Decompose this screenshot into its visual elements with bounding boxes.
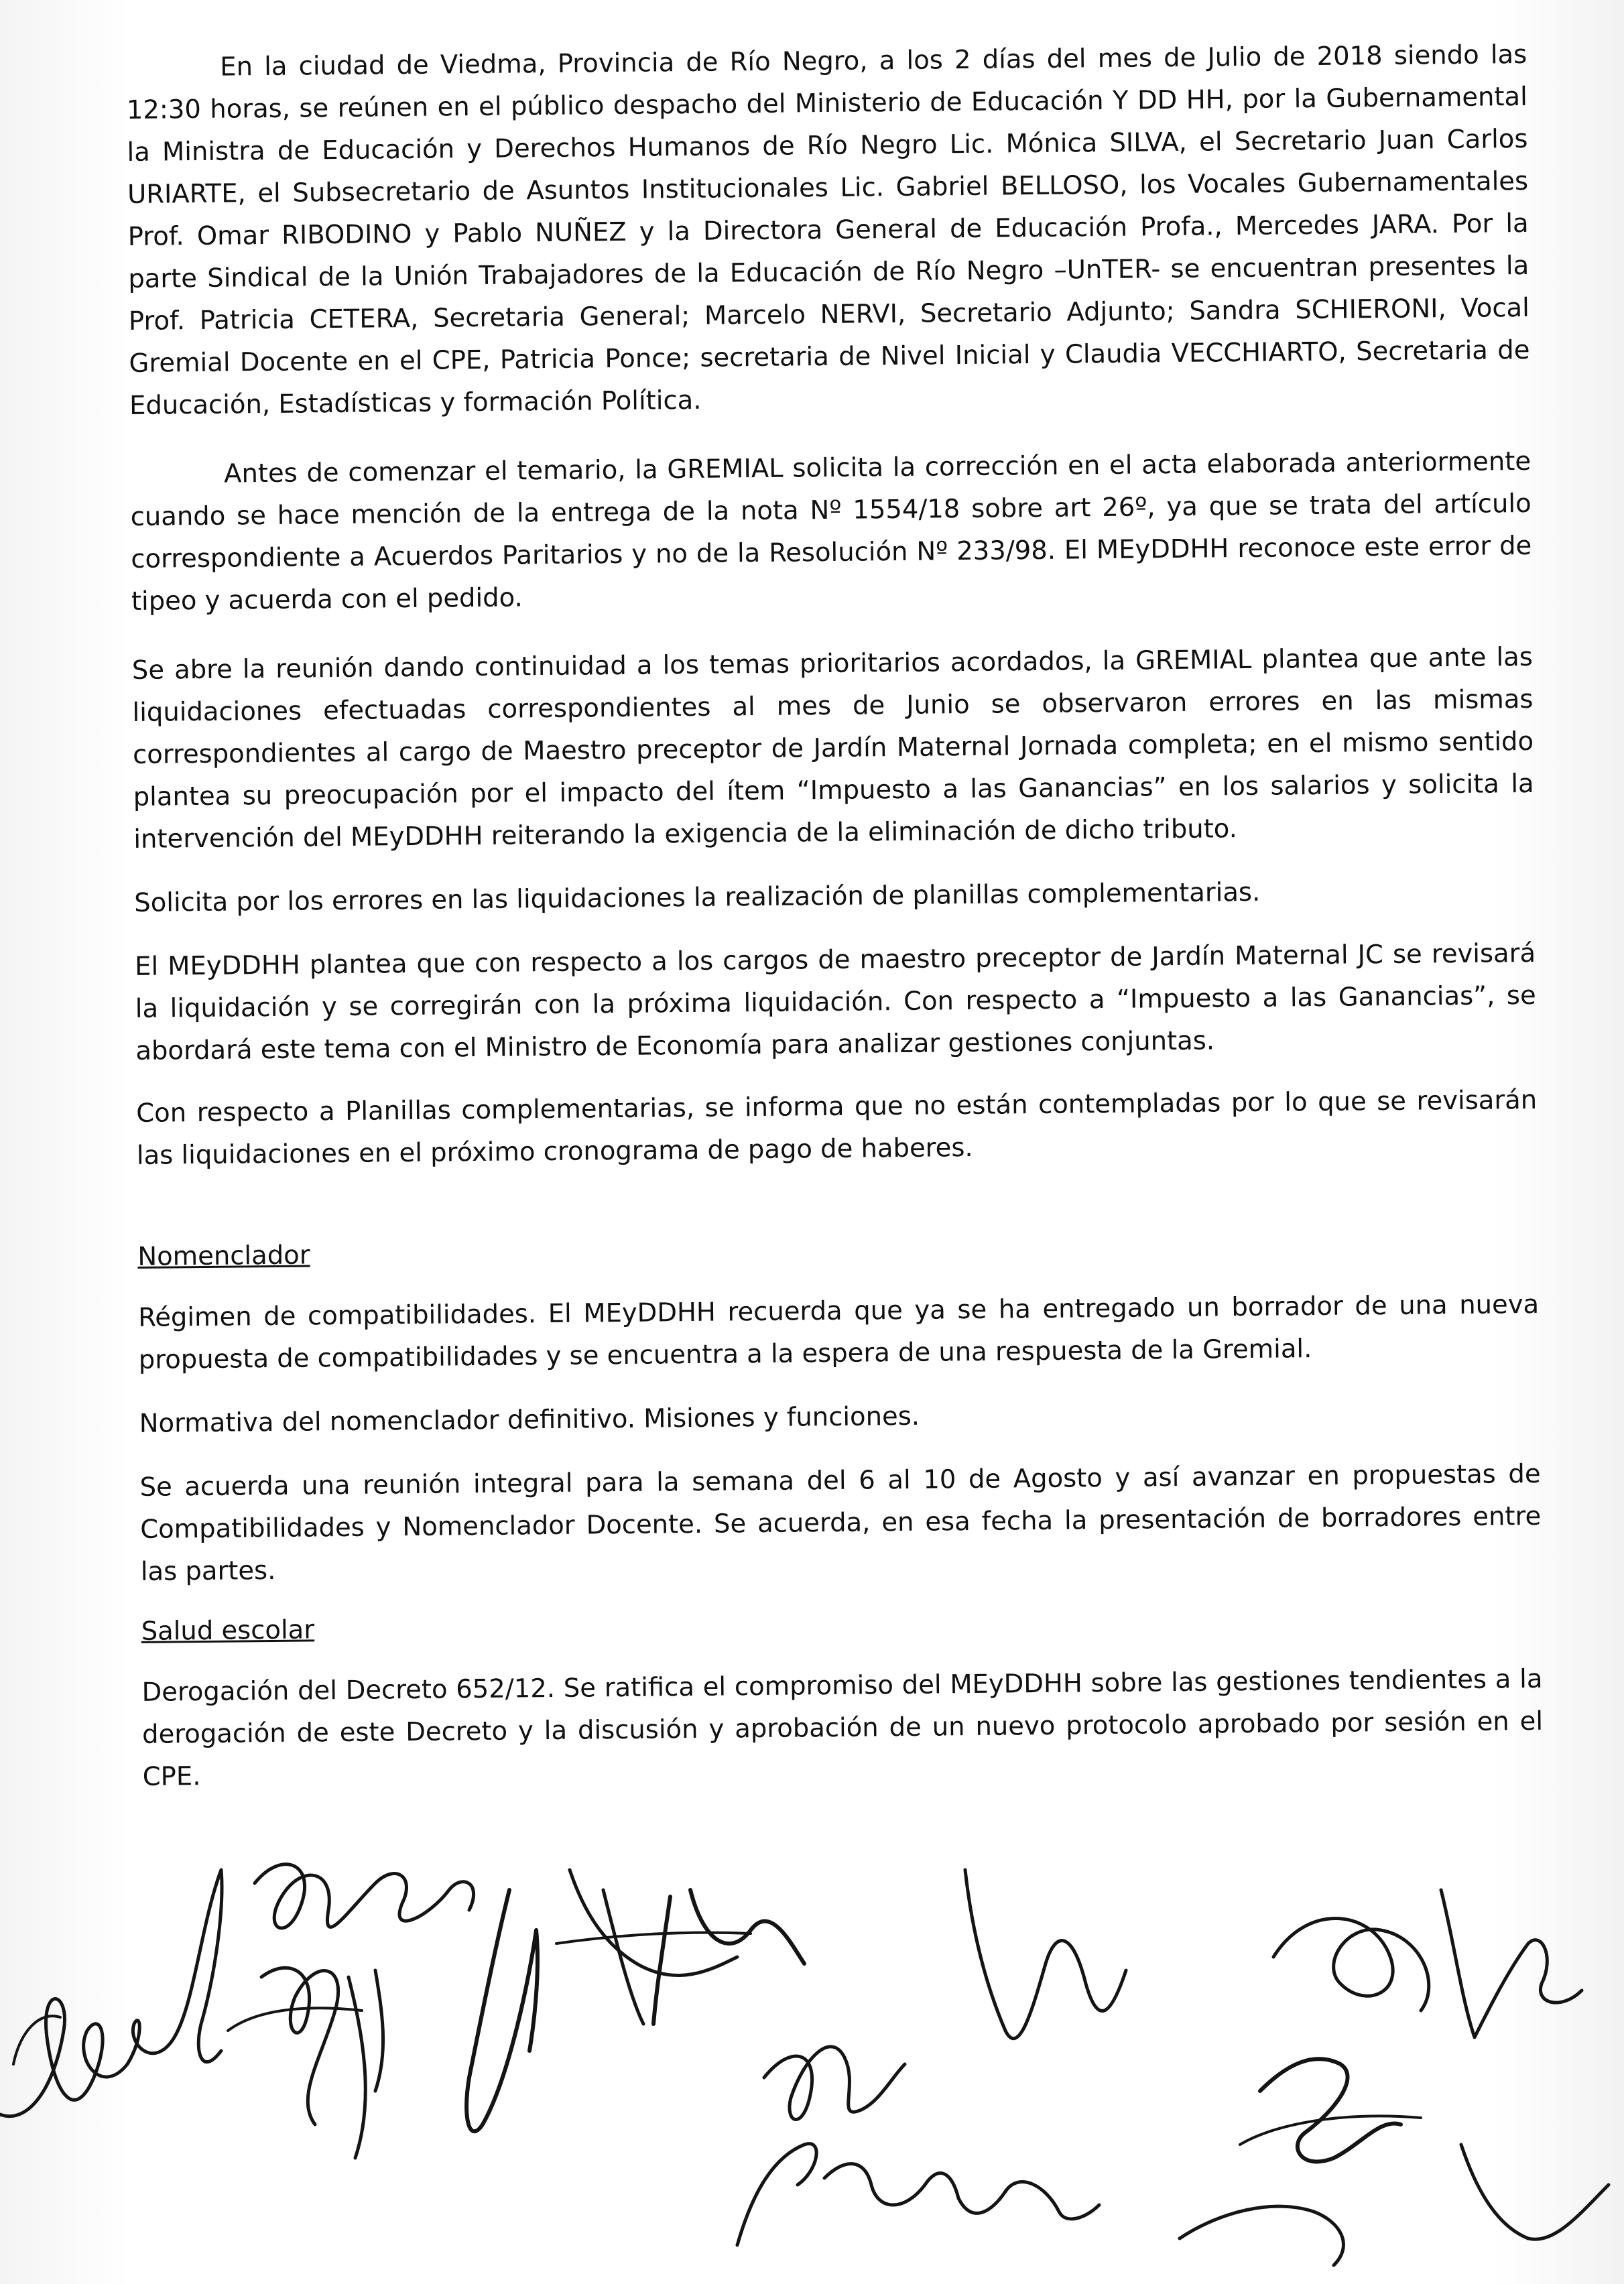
signature-4: [737, 1870, 1126, 2245]
paragraph-acta-correction: Antes de comenzar el temario, la GREMIAL solicita la corrección en el acta elaborada anteriormente cuando se hace mención de la entrega de la nota Nº 1554/18 sobre art 26º, ya que se trata del artículo correspondiente a Acuerdos Paritarios y no de la Resolución Nº 233/98. El MEyDDHH reconoce este error de tipeo y acuerda con el pedido.: [130, 446, 1532, 617]
signatures-area: [0, 1810, 1624, 2284]
heading-salud-escolar: Salud escolar: [141, 1614, 315, 1647]
paragraph-planillas-response: Con respecto a Planillas complementarias, se informa que no están contempladas por lo que se revisarán las liquidaciones en el próximo cronograma de pago de haberes.: [136, 1084, 1538, 1171]
paragraph-opening: En la ciudad de Viedma, Provincia de Río Negro, a los 2 días del mes de Julio de 2018 siendo las 12:30 horas, se reúnen en el público despacho del Ministerio de Educación Y DD HH, por la Gubernamental la Ministra de Educación y Derechos Humanos de Río Negro Lic. Mónica SILVA, el Secretario Juan Carlos URIARTE, el Subsecretario de Asuntos Institucionales Lic. Gabriel BELLOSO, los Vocales Gubernamentales Prof. Omar RIBODINO y Pablo NUÑEZ y la Directora General de Educación Profa., Mercedes JARA. Por la parte Sindical de la Unión Trabajadores de la Educación de Río Negro –UnTER- se encuentran presentes la Prof. Patricia CETERA, Secretaria General; Marcelo NERVI, Secretario Adjunto; Sandra SCHIERONI, Vocal Gremial Docente en el CPE, Patricia Ponce; secretaria de Nivel Inicial y Claudia VECCHIARTO, Secretaria de Educación, Estadísticas y formación Política.: [126, 39, 1530, 421]
paragraph-meyddhh-response: El MEyDDHH plantea que con respecto a los cargos de maestro preceptor de Jardín Maternal JC se revisará la liquidación y se corregirán con la próxima liquidación. Con respecto a “Impuesto a las Ganancias”, se abordará este tema con el Ministro de Economía para analizar gestiones conjuntas.: [134, 938, 1536, 1066]
paragraph-normativa: Normativa del nomenclador definitivo. Misiones y funciones.: [139, 1401, 920, 1439]
heading-nomenclador: Nomenclador: [137, 1240, 310, 1272]
document-body: [126, 34, 1544, 1798]
signature-3: [466, 1870, 804, 2131]
paragraph-derogacion: Derogación del Decreto 652/12. Se ratifica el compromiso del MEyDDHH sobre las gestiones tendientes a la derogación de este Decreto y la discusión y aprobación de un nuevo protocolo aprobado por sesión en el CPE.: [141, 1663, 1544, 1792]
signature-5: [1180, 1890, 1609, 2265]
signature-1: [0, 1870, 222, 2116]
paragraph-reunion-integral: Se acuerda una reunión integral para la semana del 6 al 10 de Agosto y así avanzar en propuestas de Compatibilidades y Nomenclador Docente. Se acuerda, en esa fecha la presentación de borradores entre las partes.: [139, 1458, 1542, 1587]
signature-2: [228, 1864, 474, 2158]
paragraph-liquidaciones: Se abre la reunión dando continuidad a los temas prioritarios acordados, la GREMIAL plantea que ante las liquidaciones efectuadas correspondientes al mes de Junio se observaron errores en las mismas correspondientes al cargo de Maestro preceptor de Jardín Maternal Jornada completa; en el mismo sentido plantea su preocupación por el impacto del ítem “Impuesto a las Ganancias” en los salarios y solicita la intervención del MEyDDHH reiterando la exigencia de la eliminación de dicho tributo.: [131, 641, 1534, 854]
paragraph-planillas-request: Solicita por los errores en las liquidaciones la realización de planillas complementarias.: [134, 877, 1261, 918]
paragraph-compatibilidades: Régimen de compatibilidades. El MEyDDHH recuerda que ya se ha entregado un borrador de una nueva propuesta de compatibilidades y se encuentra a la espera de una respuesta de la Gremial.: [137, 1289, 1540, 1375]
